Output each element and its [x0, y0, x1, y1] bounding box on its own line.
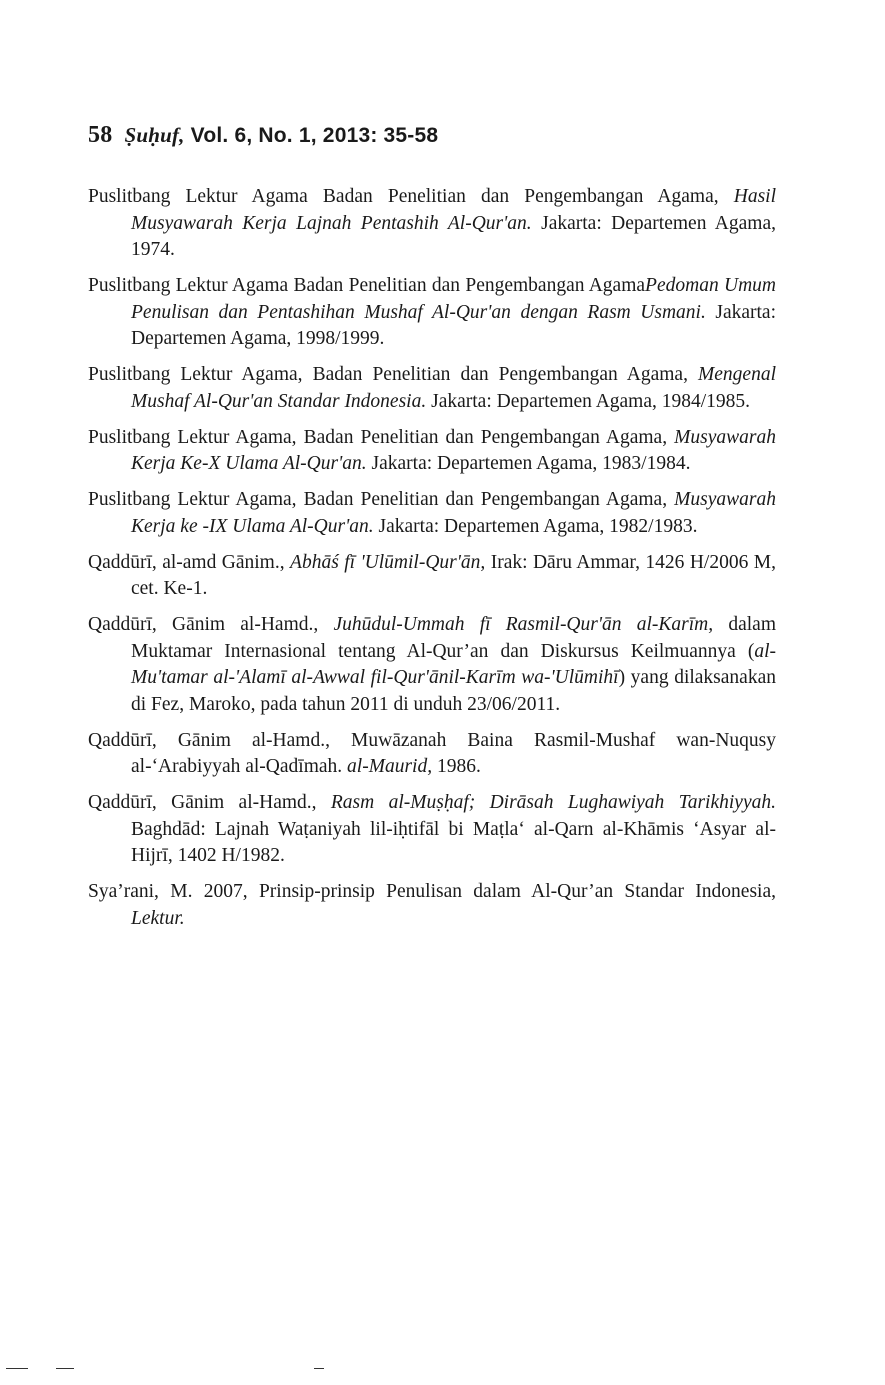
reference-item: [88, 790, 776, 870]
reference-text: Puslitbang Lektur Agama, Badan Penelitian dan Pengembangan Agama,: [88, 426, 675, 448]
reference-title: Rasm al-Muṣḥaf; Dirāsah Lughawiyah Tarikhiyyah.: [330, 792, 776, 813]
reference-text: Sya’rani, M. 2007, Prinsip-prinsip Penulisan dalam Al-Qur’an Standar Indonesia,: [88, 881, 776, 902]
reference-text: Qaddūrī, Gānim al-Hamd.,: [88, 792, 331, 813]
scan-mark-right: [314, 1368, 324, 1369]
reference-item: [88, 362, 776, 415]
reference-publisher: Jakarta: Departemen Agama, 1984/1985.: [426, 390, 751, 412]
reference-title: al-Maurid,: [347, 756, 433, 777]
running-header: [88, 122, 438, 149]
reference-publisher: Irak: Dāru Ammar, 1426 H/2006 M, cet. Ke-1.: [131, 551, 776, 599]
scan-mark-left: [6, 1368, 28, 1369]
reference-text: Qaddūrī, Gānim al-Hamd., Muwāzanah Baina Rasmil-Mushaf wan-Nuqusy al-‘Arabiyyah al-Qadīmah.: [88, 729, 776, 777]
scan-mark-middle: [56, 1368, 74, 1369]
reference-text: Puslitbang Lektur Agama, Badan Penelitian dan Pengembangan Agama,: [88, 364, 699, 385]
reference-title: Hasil Musyawarah Kerja Lajnah Pentashih Al-Qur'an.: [131, 186, 776, 234]
reference-title: Juhūdul-Ummah fī Rasmil-Qur'ān al-Karīm,: [333, 614, 714, 635]
reference-publisher: Jakarta: Departemen Agama, 1982/1983.: [373, 515, 698, 537]
reference-item: [88, 487, 776, 540]
reference-title: Mengenal Mushaf Al-Qur'an Standar Indonesia.: [131, 364, 776, 412]
reference-item: [88, 728, 776, 781]
reference-publisher: Baghdād: Lajnah Waṭaniyah lil-iḥtifāl bi Maṭla‘ al-Qarn al-Khāmis ‘Asyar al-Hijrī, 1402 H/1982.: [131, 818, 776, 866]
reference-publisher: dalam Muktamar Internasional tentang Al-Qur’an dan Diskursus Keilmuannya (: [131, 614, 776, 662]
reference-item: [88, 550, 776, 603]
journal-citation: Vol. 6, No. 1, 2013: 35-58: [190, 124, 439, 147]
journal-name: Ṣuḥuf,: [124, 123, 185, 147]
reference-publisher: Jakarta: Departemen Agama, 1974.: [131, 212, 776, 260]
reference-text: Qaddūrī, al-amd Gānim.,: [88, 551, 291, 573]
reference-text: Puslitbang Lektur Agama, Badan Penelitian dan Pengembangan Agama,: [88, 489, 675, 510]
reference-subtitle: al-Mu'tamar al-'Alamī al-Awwal fil-Qur'ānil-Karīm wa-'Ulūmihī: [131, 640, 776, 688]
reference-title: Lektur.: [131, 907, 185, 929]
page-number: 58: [88, 122, 113, 148]
reference-title: Musyawarah Kerja ke -IX Ulama Al-Qur'an.: [131, 489, 776, 537]
reference-list: [88, 184, 776, 942]
reference-title: Pedoman Umum Penulisan dan Pentashihan Mushaf Al-Qur'an dengan Rasm Usmani.: [131, 275, 777, 323]
reference-publisher: Jakarta: Departemen Agama, 1983/1984.: [366, 453, 691, 474]
reference-item: [88, 273, 776, 353]
reference-details: ) yang dilaksanakan di Fez, Maroko, pada tahun 2011 di unduh 23/06/2011.: [131, 667, 776, 715]
reference-publisher: Jakarta: Departemen Agama, 1998/1999.: [131, 301, 776, 349]
reference-item: [88, 879, 776, 932]
reference-item: [88, 612, 776, 718]
reference-item: [88, 425, 776, 478]
reference-title: Abhāś fī 'Ulūmil-Qur'ān,: [290, 551, 486, 573]
reference-text: Qaddūrī, Gānim al-Hamd.,: [88, 614, 334, 635]
reference-text: Puslitbang Lektur Agama Badan Penelitian dan Pengembangan Agama,: [88, 186, 734, 207]
reference-text: Puslitbang Lektur Agama Badan Penelitian dan Pengembangan Agama: [88, 275, 646, 296]
reference-publisher: 1986.: [432, 756, 481, 777]
reference-title: Musyawarah Kerja Ke-X Ulama Al-Qur'an.: [131, 426, 776, 474]
reference-item: [88, 184, 776, 264]
